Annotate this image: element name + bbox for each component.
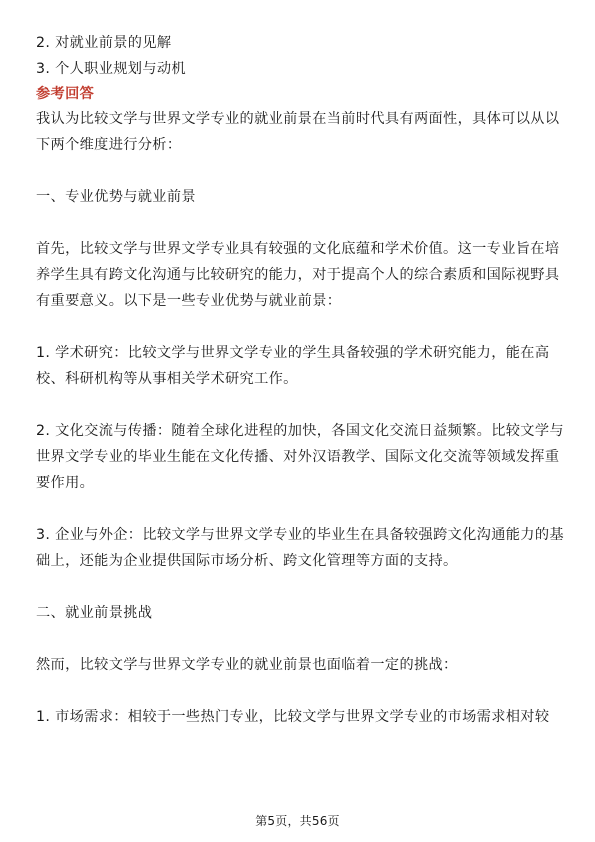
document-body — [36, 30, 564, 730]
page-number: 第5页，共56页 — [255, 814, 340, 828]
paragraph-line: 养学生具有跨文化沟通与比较研究的能力，对于提高个人的综合素质和国际视野具 — [36, 267, 560, 283]
section-heading: 一、专业优势与就业前景 — [36, 189, 196, 205]
intro-line: 下两个维度进行分析： — [36, 137, 182, 153]
point-line: 要作用。 — [36, 475, 95, 491]
question-item: 2. 对就业前景的见解 — [36, 35, 172, 51]
point-line: 础上，还能为企业提供国际市场分析、跨文化管理等方面的支持。 — [36, 553, 458, 569]
paragraph-line: 首先，比较文学与世界文学专业具有较强的文化底蕴和学术价值。这一专业旨在培 — [36, 241, 560, 257]
point-line: 1. 学术研究：比较文学与世界文学专业的学生具备较强的学术研究能力，能在高 — [36, 345, 550, 361]
question-item: 3. 个人职业规划与动机 — [36, 61, 186, 77]
intro-line: 我认为比较文学与世界文学专业的就业前景在当前时代具有两面性，具体可以从以 — [36, 111, 560, 127]
paragraph-line: 然而，比较文学与世界文学专业的就业前景也面临着一定的挑战： — [36, 657, 458, 673]
paragraph-line: 有重要意义。以下是一些专业优势与就业前景： — [36, 293, 342, 309]
point-line: 世界文学专业的毕业生能在文化传播、对外汉语教学、国际文化交流等领域发挥重 — [36, 449, 560, 465]
point-line: 3. 企业与外企：比较文学与世界文学专业的毕业生在具备较强跨文化沟通能力的基 — [36, 527, 564, 543]
point-line: 1. 市场需求：相较于一些热门专业，比较文学与世界文学专业的市场需求相对较 — [36, 709, 550, 725]
point-line: 校、科研机构等从事相关学术研究工作。 — [36, 371, 298, 387]
answer-label: 参考回答 — [36, 86, 95, 102]
point-line: 2. 文化交流与传播：随着全球化进程的加快，各国文化交流日益频繁。比较文学与 — [36, 423, 564, 439]
section-heading: 二、就业前景挑战 — [36, 605, 153, 621]
